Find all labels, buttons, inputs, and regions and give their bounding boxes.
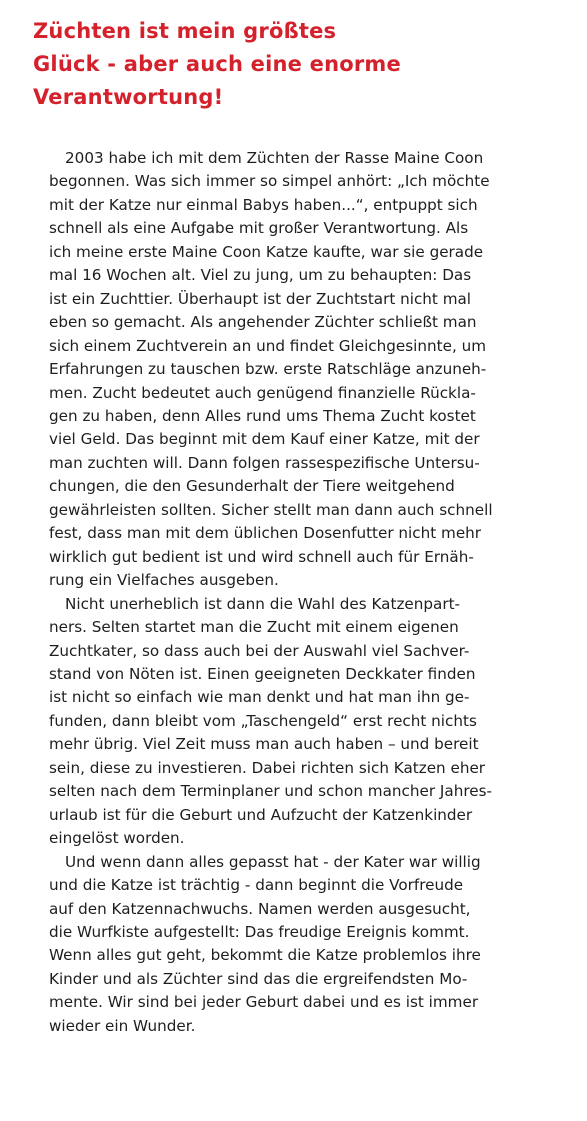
text-line: man zuchten will. Dann folgen rassespezifische Untersu- (49, 453, 480, 472)
text-line: mit der Katze nur einmal Babys haben...“, entpuppt sich (49, 195, 478, 214)
text-line: funden, dann bleibt vom „Taschengeld“ erst recht nichts (49, 711, 477, 730)
text-line: viel Geld. Das beginnt mit dem Kauf einer Katze, mit der (49, 430, 480, 449)
text-line: gen zu haben, denn Alles rund ums Thema Zucht kostet (49, 406, 476, 425)
text-line: ners. Selten startet man die Zucht mit einem eigenen (49, 618, 459, 637)
text-line: eben so gemacht. Als angehender Züchter schließt man (49, 313, 477, 332)
text-line: die Wurfkiste aufgestellt: Das freudige Ereignis kommt. (49, 922, 470, 941)
text-line: eingelöst worden. (49, 829, 185, 848)
text-line: mal 16 Wochen alt. Viel zu jung, um zu behaupten: Das (49, 266, 472, 285)
text-line: chungen, die den Gesunderhalt der Tiere weitgehend (49, 477, 455, 496)
text-line: stand von Nöten ist. Einen geeigneten Deckkater finden (49, 664, 476, 683)
text-line: urlaub ist für die Geburt und Aufzucht der Katzenkinder (49, 805, 473, 824)
text-line: ich meine erste Maine Coon Katze kaufte, war sie gerade (49, 242, 484, 261)
text-line: men. Zucht bedeutet auch genügend finanzielle Rückla- (49, 383, 476, 402)
text-line: mehr übrig. Viel Zeit muss man auch haben – und bereit (49, 735, 479, 754)
text-line: sich einem Zuchtverein an und findet Gleichgesinnte, um (49, 336, 487, 355)
text-line: begonnen. Was sich immer so simpel anhört: „Ich möchte (49, 172, 490, 191)
text-line: Zuchtkater, so dass auch bei der Auswahl viel Sachver- (49, 641, 470, 660)
text-line: selten nach dem Terminplaner und schon mancher Jahres- (49, 782, 492, 801)
text-line: gewährleisten sollten. Sicher stellt man dann auch schnell (49, 500, 493, 519)
paragraph (33, 147, 553, 593)
headline-line: Verantwortung! (33, 85, 224, 109)
article-body (33, 147, 553, 1038)
text-line: wirklich gut bedient ist und wird schnell auch für Ernäh- (49, 547, 474, 566)
headline-line: Züchten ist mein größtes (33, 19, 337, 43)
paragraph (33, 851, 553, 1039)
text-line: rung ein Vielfaches ausgeben. (49, 571, 279, 590)
headline-line: Glück - aber auch eine enorme (33, 52, 401, 76)
article-headline (33, 15, 553, 114)
text-line: schnell als eine Aufgabe mit großer Verantwortung. Als (49, 219, 469, 238)
text-line: fest, dass man mit dem üblichen Dosenfutter nicht mehr (49, 524, 482, 543)
text-line: mente. Wir sind bei jeder Geburt dabei und es ist immer (49, 993, 479, 1012)
text-line: Erfahrungen zu tauschen bzw. erste Ratschläge anzuneh- (49, 360, 487, 379)
text-line: Kinder und als Züchter sind das die ergreifendsten Mo- (49, 969, 468, 988)
text-line: und die Katze ist trächtig - dann beginnt die Vorfreude (49, 876, 464, 895)
text-line: Wenn alles gut geht, bekommt die Katze problemlos ihre (49, 946, 481, 965)
text-line: sein, diese zu investieren. Dabei richten sich Katzen eher (49, 758, 486, 777)
text-line: Und wenn dann alles gepasst hat - der Kater war willig (65, 852, 481, 871)
text-line: wieder ein Wunder. (49, 1016, 196, 1035)
text-line: 2003 habe ich mit dem Züchten der Rasse Maine Coon (65, 149, 484, 167)
text-line: auf den Katzennachwuchs. Namen werden ausgesucht, (49, 899, 471, 918)
paragraph (33, 593, 553, 851)
text-line: ist nicht so einfach wie man denkt und hat man ihn ge- (49, 688, 470, 707)
text-line: ist ein Zuchttier. Überhaupt ist der Zuchtstart nicht mal (49, 289, 472, 308)
text-line: Nicht unerheblich ist dann die Wahl des Katzenpart- (65, 594, 461, 613)
